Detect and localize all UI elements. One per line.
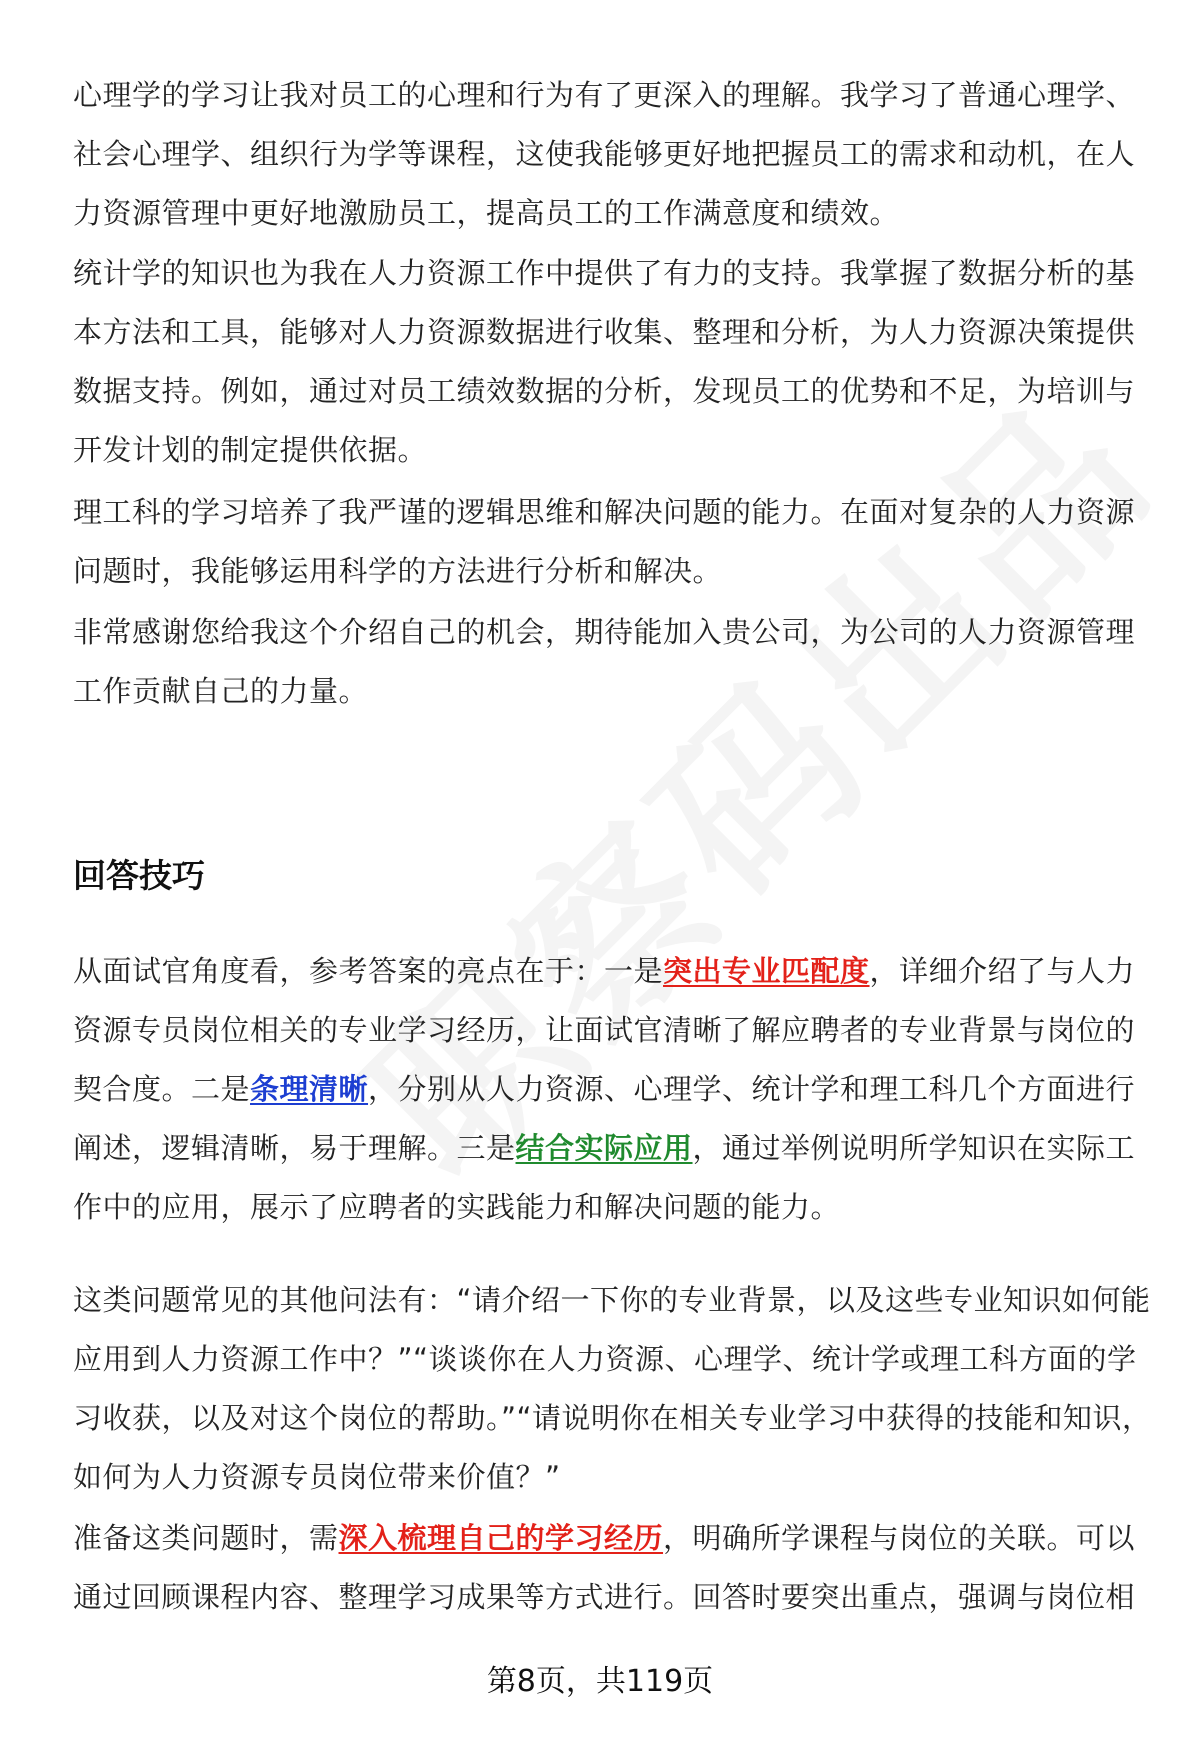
highlight-professional-match: 突出专业匹配度 [663,954,870,988]
tips-text-1: 从面试官角度看，参考答案的亮点在于：一是 [73,954,664,988]
tips-text-4: ，通过举例说明所学知识在实际工作中的应用，展示了应聘者的实践能力和解决问题的能力。 [73,1131,1136,1224]
tips-text-3: ，分别从人力资源、心理学、统计学和理工科几个方面进行阐述，逻辑清晰，易于理解。三是 [73,1072,1136,1165]
page-footer: 第8页，共119页 [486,1664,714,1699]
prep-text-2: ，明确所学课程与岗位的关联。可以通过回顾课程内容、整理学习成果等方式进行。回答时要突出重点，强调与岗位相 [73,1521,1136,1614]
paragraph-thanks: 非常感谢您给我这个介绍自己的机会，期待能加入贵公司，为公司的人力资源管理工作贡献自己的力量。 [73,615,1136,708]
paragraph-tips [73,942,1153,1237]
highlight-clear-structure: 条理清晰 [250,1072,369,1106]
prep-text-1: 准备这类问题时，需 [73,1521,339,1555]
paragraph-other-questions: 这类问题常见的其他问法有：“请介绍一下你的专业背景，以及这些专业知识如何能应用到人力资源工作中？”“谈谈你在人力资源、心理学、统计学或理工科方面的学习收获，以及对这个岗位的帮助。”“请说明你在相关专业学习中获得的技能和知识，如何为人力资源专员岗位带来价值？” [73,1283,1152,1494]
paragraph-statistics: 统计学的知识也为我在人力资源工作中提供了有力的支持。我掌握了数据分析的基本方法和工具，能够对人力资源数据进行收集、整理和分析，为人力资源决策提供数据支持。例如，通过对员工绩效数据的分析，发现员工的优势和不足，为培训与开发计划的制定提供依据。 [73,256,1136,467]
paragraph-psychology: 心理学的学习让我对员工的心理和行为有了更深入的理解。我学习了普通心理学、社会心理学、组织行为学等课程，这使我能够更好地把握员工的需求和动机，在人力资源管理中更好地激励员工，提高员工的工作满意度和绩效。 [73,78,1136,230]
tips-text-2: ，详细介绍了与人力资源专员岗位相关的专业学习经历，让面试官清晰了解应聘者的专业背景与岗位的契合度。二是 [73,954,1136,1106]
highlight-practical-application: 结合实际应用 [515,1131,693,1165]
section-heading: 回答技巧 [73,856,205,895]
paragraph-engineering: 理工科的学习培养了我严谨的逻辑思维和解决问题的能力。在面对复杂的人力资源问题时，我能够运用科学的方法进行分析和解决。 [73,495,1136,588]
highlight-review-study: 深入梳理自己的学习经历 [338,1521,664,1555]
paragraph-preparation [73,1509,1153,1627]
